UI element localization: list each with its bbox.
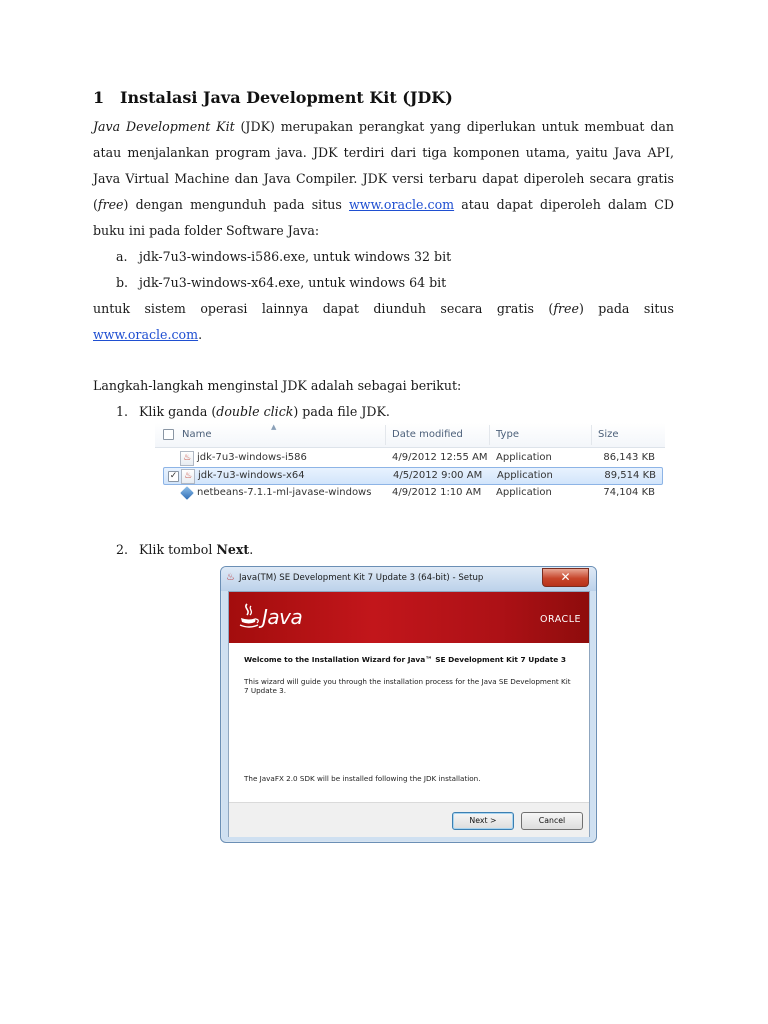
- dialog-button-bar: [229, 802, 589, 837]
- paren-open: (: [93, 197, 98, 212]
- column-divider[interactable]: [591, 425, 592, 445]
- javafx-note: The JavaFX 2.0 SDK will be installed following the JDK installation.: [244, 774, 481, 783]
- column-divider[interactable]: [489, 425, 490, 445]
- next-button[interactable]: Next >: [452, 812, 514, 830]
- jdk-italic-term: Java Development Kit: [93, 119, 235, 134]
- other-os-end: ) pada situs: [578, 301, 674, 316]
- oracle-logo-text: ORACLE: [540, 614, 581, 625]
- file-type: Application: [497, 470, 553, 481]
- column-header-bar: [155, 423, 665, 448]
- step-number: 1.: [116, 404, 129, 419]
- intro-line-4: [93, 196, 674, 214]
- jdk-setup-dialog: [220, 566, 597, 843]
- column-type-header[interactable]: Type: [496, 429, 519, 440]
- step-2-pre: Klik tombol: [139, 542, 217, 557]
- dialog-client-area: [228, 591, 590, 837]
- list-item-text: jdk-7u3-windows-x64.exe, untuk windows 64 bit: [139, 275, 447, 290]
- netbeans-cube-icon: [180, 486, 194, 500]
- list-marker: a.: [116, 249, 128, 264]
- java-banner: [229, 592, 589, 643]
- java-logo-text: Java: [262, 605, 303, 629]
- welcome-heading: Welcome to the Installation Wizard for Java™ SE Development Kit 7 Update 3: [244, 655, 567, 664]
- file-date: 4/9/2012 1:10 AM: [392, 487, 482, 498]
- cancel-button[interactable]: Cancel: [521, 812, 583, 830]
- free-italic: free: [553, 301, 579, 316]
- select-all-checkbox[interactable]: [163, 429, 174, 440]
- file-date: 4/5/2012 9:00 AM: [393, 470, 483, 481]
- file-size: 74,104 KB: [603, 487, 655, 498]
- other-os-line-1: [93, 300, 674, 318]
- intro-line-4-end: atau dapat diperoleh dalam CD: [454, 197, 674, 212]
- row-checkbox-checked[interactable]: ✓: [169, 471, 178, 481]
- step-number: 2.: [116, 542, 129, 557]
- oracle-link[interactable]: www.oracle.com: [349, 197, 455, 212]
- java-installer-icon: ♨: [180, 451, 194, 466]
- close-button[interactable]: [542, 568, 589, 587]
- double-click-italic: double click: [216, 404, 294, 419]
- file-name: netbeans-7.1.1-ml-javase-windows: [197, 487, 372, 498]
- list-marker: b.: [116, 275, 129, 290]
- free-italic: free: [97, 197, 124, 212]
- column-date-header[interactable]: Date modified: [392, 429, 463, 440]
- intro-line-1-text: (JDK) merupakan perangkat yang diperlukan untuk membuat dan: [234, 119, 674, 134]
- intro-line-4-mid: ) dengan mengunduh pada situs: [123, 197, 350, 212]
- sort-up-icon: ▲: [271, 423, 277, 431]
- dialog-titlebar[interactable]: [221, 567, 596, 591]
- column-divider[interactable]: [385, 425, 386, 445]
- wizard-description: This wizard will guide you through the installation process for the Java SE Development Kit 7 Update 3.: [244, 677, 571, 695]
- list-item: [116, 274, 446, 292]
- step-1: [116, 403, 390, 421]
- section-heading: [93, 88, 453, 107]
- file-date: 4/9/2012 12:55 AM: [392, 452, 488, 463]
- file-explorer-list: [155, 423, 665, 507]
- file-row[interactable]: [163, 485, 661, 501]
- oracle-link[interactable]: www.oracle.com: [93, 327, 199, 342]
- column-name-header[interactable]: Name: [182, 429, 212, 440]
- intro-line-5: buku ini pada folder Software Java:: [93, 223, 320, 238]
- list-item: [116, 248, 451, 266]
- file-size: 89,514 KB: [604, 470, 656, 481]
- step-2-post: .: [249, 542, 254, 557]
- file-name: jdk-7u3-windows-x64: [198, 470, 305, 481]
- other-os-line-2: [93, 326, 674, 344]
- step-1-post: ) pada file JDK.: [293, 404, 390, 419]
- period: .: [198, 327, 203, 342]
- steps-intro: Langkah-langkah menginstal JDK adalah sebagai berikut:: [93, 378, 462, 393]
- close-icon: ✕: [560, 570, 571, 584]
- java-coffee-cup-icon: [238, 602, 260, 632]
- java-installer-icon: ♨: [181, 469, 195, 484]
- file-name: jdk-7u3-windows-i586: [197, 452, 307, 463]
- other-os-start: untuk sistem operasi lainnya dapat diunduh secara gratis (: [93, 301, 554, 316]
- java-app-icon: ♨: [226, 572, 235, 583]
- file-row-selected[interactable]: [163, 467, 663, 485]
- intro-line-3: Java Virtual Machine dan Java Compiler. JDK versi terbaru dapat diperoleh secara gratis: [93, 171, 674, 186]
- section-number: 1: [93, 88, 105, 107]
- dialog-title: Java(TM) SE Development Kit 7 Update 3 (64-bit) - Setup: [239, 573, 484, 583]
- file-size: 86,143 KB: [603, 452, 655, 463]
- step-2: [116, 541, 253, 559]
- step-1-pre: Klik ganda (: [139, 404, 217, 419]
- section-title: Instalasi Java Development Kit (JDK): [120, 88, 453, 107]
- list-item-text: jdk-7u3-windows-i586.exe, untuk windows 32 bit: [139, 249, 452, 264]
- intro-line-2: atau menjalankan program java. JDK terdiri dari tiga komponen utama, yaitu Java API,: [93, 145, 674, 160]
- column-size-header[interactable]: Size: [598, 429, 619, 440]
- file-row[interactable]: [163, 450, 661, 466]
- file-type: Application: [496, 452, 552, 463]
- file-type: Application: [496, 487, 552, 498]
- next-bold-term: Next: [216, 542, 250, 557]
- intro-line-1: [93, 118, 674, 136]
